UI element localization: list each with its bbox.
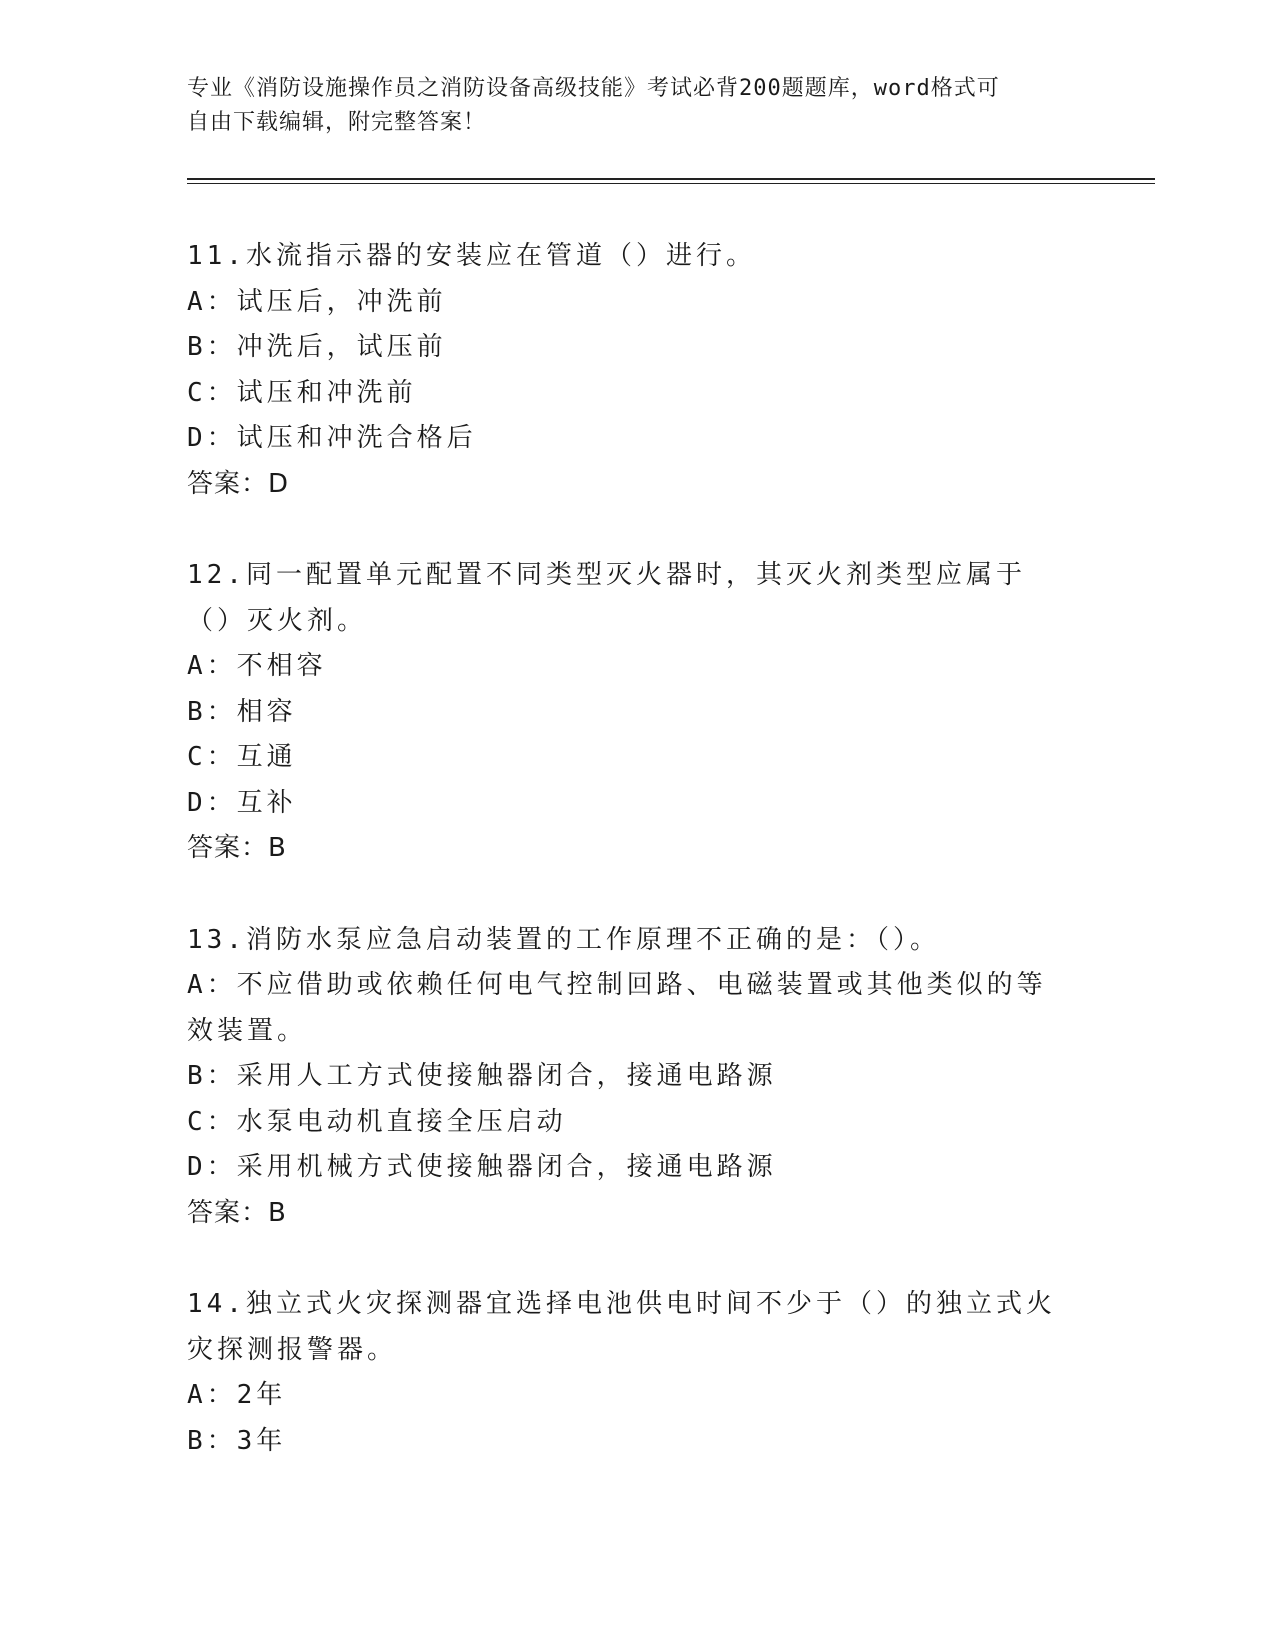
document-header [187,72,1067,140]
option-a: A：2年 [187,1380,287,1410]
option-c: C：试压和冲洗前 [187,377,417,408]
option-d: D：互补 [187,787,297,818]
option-a: A：不应借助或依赖任何电气控制回路、电磁装置或其他类似的等效装置。 [187,970,1047,1046]
question-13 [187,918,1067,1237]
header-line-2: 自由下载编辑，附完整答案！ [187,110,487,135]
question-stem: 11.水流指示器的安装应在管道（）进行。 [187,241,756,271]
question-12 [187,553,1067,872]
answer-label: 答案：D [187,468,290,499]
option-d: D：采用机械方式使接触器闭合，接通电路源 [187,1152,777,1182]
question-14 [187,1282,1067,1464]
answer-label: 答案：B [187,1197,287,1228]
option-c: C：水泵电动机直接全压启动 [187,1106,567,1137]
option-d: D：试压和冲洗合格后 [187,423,477,453]
header-line-1: 专业《消防设施操作员之消防设备高级技能》考试必背200题题库，word格式可 [187,76,1000,101]
option-b: B：冲洗后，试压前 [187,332,447,362]
option-c: C：互通 [187,742,297,772]
option-a: A：不相容 [187,651,327,681]
question-stem: 13.消防水泵应急启动装置的工作原理不正确的是：（）。 [187,924,940,955]
question-11 [187,234,1067,507]
option-b: B：采用人工方式使接触器闭合，接通电路源 [187,1061,777,1091]
option-b: B：3年 [187,1425,287,1456]
answer-label: 答案：B [187,833,287,863]
question-list [187,234,1067,1510]
option-b: B：相容 [187,696,297,727]
question-stem: 14.独立式火灾探测器宜选择电池供电时间不少于（）的独立式火灾探测报警器。 [187,1289,1056,1365]
header-divider [187,178,1155,184]
question-stem: 12.同一配置单元配置不同类型灭火器时，其灭火剂类型应属于（）灭火剂。 [187,560,1026,636]
option-a: A：试压后，冲洗前 [187,286,447,317]
